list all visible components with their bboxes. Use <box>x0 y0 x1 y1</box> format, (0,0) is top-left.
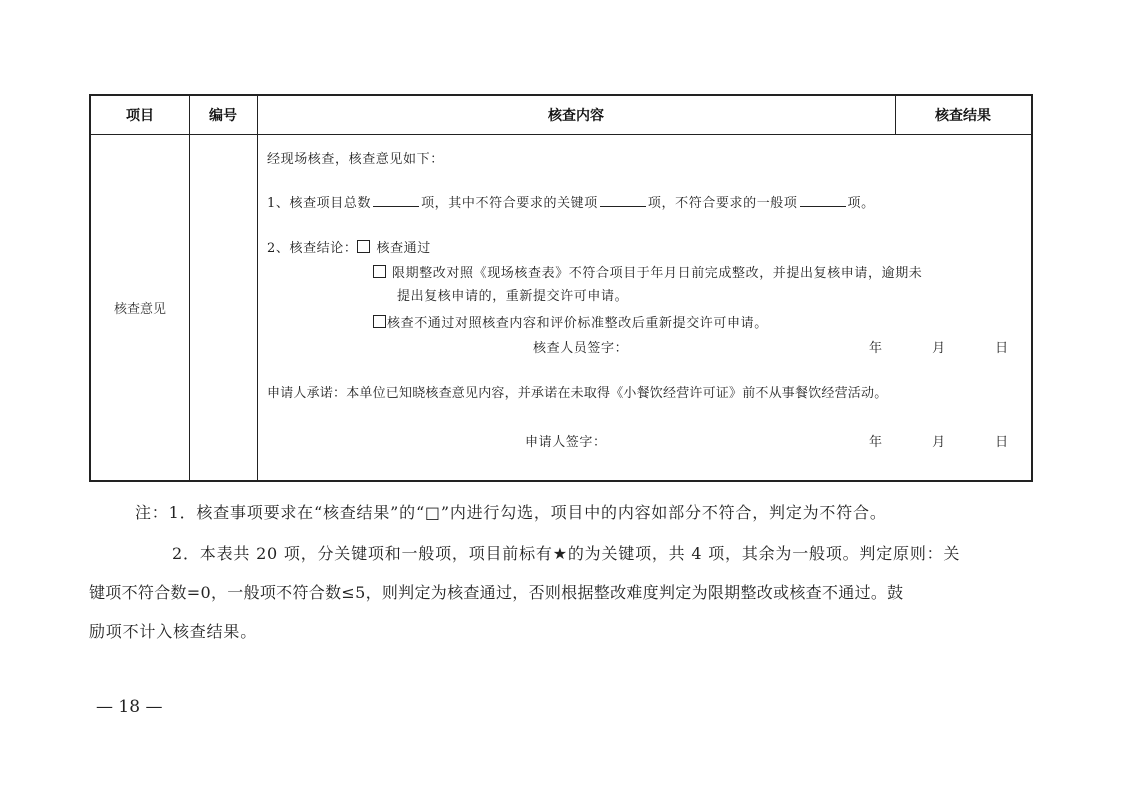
inspector-signature-label: 核查人员签字： <box>533 341 629 356</box>
day-label: 日 <box>995 435 1009 450</box>
header-item: 项目 <box>126 108 154 124</box>
rectify-option-label: 限期整改对照《现场核查表》不符合项目于年月日前完成整改，并提出复核申请，逾期未 <box>392 266 923 281</box>
note-2-text-b: 的为关键项，共 4 项，其余为一般项。判定原则：关 <box>567 544 961 563</box>
year-label: 年 <box>869 435 883 450</box>
key-noncompliant-field[interactable] <box>600 194 646 207</box>
col-divider <box>257 96 258 480</box>
star-icon: ★ <box>552 544 568 563</box>
page-number: — 18 — <box>96 697 163 717</box>
header-result: 核查结果 <box>935 108 991 124</box>
applicant-date <box>869 431 1009 450</box>
pass-option-label: 核查通过 <box>376 241 431 256</box>
month-label: 月 <box>932 435 946 450</box>
pass-checkbox[interactable] <box>357 240 370 253</box>
general-noncompliant-field[interactable] <box>800 194 846 207</box>
intro-text: 经现场核查，核查意见如下： <box>267 152 444 167</box>
applicant-signature-label: 申请人签字： <box>525 435 607 450</box>
month-label: 月 <box>932 341 946 356</box>
count-label-end: 项。 <box>847 196 875 211</box>
total-count-field[interactable] <box>373 194 419 207</box>
col-divider <box>189 96 190 480</box>
header-number: 编号 <box>209 108 237 124</box>
conclusion-line <box>267 237 431 256</box>
note-2-line1 <box>172 541 960 564</box>
note-2-line2: 键项不符合数=0，一般项不符合数≤5，则判定为核查通过，否则根据整改难度判定为限期整改或核查不通过。鼓 <box>89 583 904 602</box>
count-label-total: 1、核查项目总数 <box>267 196 372 211</box>
count-label-key: 项，其中不符合要求的关键项 <box>421 196 598 211</box>
year-label: 年 <box>869 341 883 356</box>
header-content: 核查内容 <box>548 108 604 124</box>
note-1: 注：1．核查事项要求在“核查结果”的“□”内进行勾选，项目中的内容如部分不符合，判定为不符合。 <box>135 503 887 522</box>
fail-option-label: 核查不通过对照核查内容和评价标准整改后重新提交许可申请。 <box>387 316 768 331</box>
applicant-commitment: 申请人承诺：本单位已知晓核查意见内容，并承诺在未取得《小餐饮经营许可证》前不从事餐饮经营活动。 <box>267 386 888 401</box>
note-2-text-a: 2．本表共 20 项，分关键项和一般项，项目前标有 <box>172 544 553 563</box>
rectify-option <box>373 262 922 281</box>
count-line <box>267 192 875 211</box>
row-label: 核查意见 <box>113 301 166 317</box>
content-cell <box>259 134 1029 480</box>
day-label: 日 <box>995 341 1009 356</box>
fail-checkbox[interactable] <box>373 315 386 328</box>
rectify-option-cont: 提出复核申请的，重新提交许可申请。 <box>397 289 629 304</box>
inspector-date <box>869 337 1009 356</box>
count-label-general: 项，不符合要求的一般项 <box>647 196 798 211</box>
note-2-line3: 励项不计入核查结果。 <box>89 622 258 641</box>
conclusion-label: 2、核查结论： <box>267 241 358 256</box>
rectify-checkbox[interactable] <box>373 265 386 278</box>
inspection-table <box>89 94 1033 482</box>
fail-option <box>373 312 768 331</box>
